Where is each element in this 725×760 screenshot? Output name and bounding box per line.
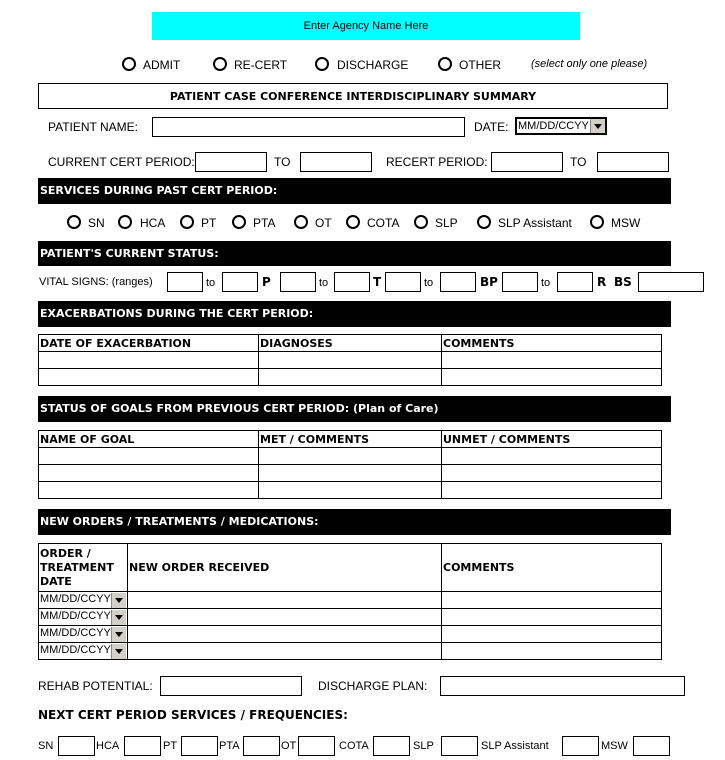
vital-bs-input[interactable]	[638, 272, 704, 292]
next-sn-label: SN	[38, 740, 54, 752]
radio-other-label: OTHER	[459, 58, 501, 72]
goals-table	[38, 430, 662, 499]
next-msw-label: MSW	[601, 740, 628, 752]
table-cell-input[interactable]	[442, 626, 662, 643]
vital-p-from-input[interactable]	[280, 272, 316, 292]
next-hca-label: HCA	[96, 740, 120, 752]
order-date-select[interactable]	[39, 610, 126, 625]
table-row	[39, 482, 662, 499]
recert-label: RECERT PERIOD:	[386, 155, 488, 169]
form-title-box	[38, 83, 668, 109]
vital-1-to-input[interactable]	[222, 272, 258, 292]
table-cell-input[interactable]	[259, 369, 442, 386]
radio-other[interactable]	[438, 57, 452, 71]
chevron-down-icon	[111, 593, 126, 608]
select-one-note: (select only one please)	[531, 58, 648, 70]
order-date-cell	[39, 643, 128, 660]
vital-t-from-input[interactable]	[385, 272, 421, 292]
order-date-cell	[39, 592, 128, 609]
vital-1-from-input[interactable]	[167, 272, 203, 292]
column-header: NAME OF GOAL	[39, 431, 259, 448]
next-cota-label: COTA	[339, 740, 369, 752]
radio-service-slp[interactable]	[414, 215, 428, 229]
table-row	[39, 448, 662, 465]
status-header: PATIENT'S CURRENT STATUS:	[38, 241, 671, 266]
table-row	[39, 609, 662, 626]
table-cell-input[interactable]	[442, 643, 662, 660]
table-row	[39, 465, 662, 482]
service-pt-label: PT	[201, 216, 217, 230]
radio-re-cert[interactable]	[213, 57, 227, 71]
radio-service-pta[interactable]	[232, 215, 246, 229]
order-date-select[interactable]	[39, 627, 126, 642]
table-header-row	[39, 431, 662, 448]
agency-name-field[interactable]	[152, 12, 580, 40]
table-cell-input[interactable]	[442, 448, 662, 465]
column-header: ORDER / TREATMENT DATE	[39, 544, 128, 592]
next-slp-label: SLP	[413, 740, 434, 752]
radio-discharge[interactable]	[315, 57, 329, 71]
table-row	[39, 592, 662, 609]
radio-service-slp-assistant[interactable]	[477, 215, 491, 229]
date-label: DATE:	[474, 120, 509, 134]
order-date-cell	[39, 626, 128, 643]
rehab-potential-input[interactable]	[160, 676, 302, 696]
table-cell-input[interactable]	[39, 465, 259, 482]
table-header-row	[39, 335, 662, 352]
next-pta-label: PTA	[219, 740, 240, 752]
next-pt-input[interactable]	[181, 736, 218, 756]
orders-table	[38, 543, 662, 660]
table-cell-input[interactable]	[442, 465, 662, 482]
table-cell-input[interactable]	[259, 482, 442, 499]
discharge-plan-input[interactable]	[440, 676, 685, 696]
table-cell-input[interactable]	[128, 643, 442, 660]
vital-signs-label: VITAL SIGNS: (ranges)	[39, 276, 153, 288]
vital-t-to-label: to	[424, 277, 434, 289]
column-header: UNMET / COMMENTS	[442, 431, 662, 448]
table-row	[39, 369, 662, 386]
next-hca-input[interactable]	[124, 736, 161, 756]
current-cert-label: CURRENT CERT PERIOD:	[48, 155, 195, 169]
next-slp-input[interactable]	[441, 736, 478, 756]
recert-to-input[interactable]	[597, 152, 669, 172]
service-cota-label: COTA	[367, 216, 400, 230]
vital-bp-label: BP	[480, 275, 498, 289]
radio-admit[interactable]	[122, 57, 136, 71]
vital-p-label: P	[262, 275, 271, 289]
chevron-down-icon	[111, 610, 126, 625]
goals-header: STATUS OF GOALS FROM PREVIOUS CERT PERIOD: (Plan of Care)	[38, 396, 671, 422]
next-slp-assistant-input[interactable]	[562, 736, 599, 756]
date-select[interactable]	[515, 117, 607, 135]
exacerbations-header: EXACERBATIONS DURING THE CERT PERIOD:	[38, 301, 671, 327]
table-cell-input[interactable]	[128, 626, 442, 643]
table-cell-input[interactable]	[442, 369, 662, 386]
vital-p-to-input[interactable]	[334, 272, 370, 292]
service-pta-label: PTA	[253, 216, 276, 230]
service-sn-label: SN	[88, 216, 105, 230]
next-ot-label: OT	[281, 740, 297, 752]
current-cert-to-input[interactable]	[300, 152, 372, 172]
table-cell-input[interactable]	[442, 609, 662, 626]
service-slp-assistant-label: SLP Assistant	[498, 216, 572, 230]
table-row	[39, 352, 662, 369]
column-header: MET / COMMENTS	[259, 431, 442, 448]
date-select-value: MM/DD/CCYY	[518, 120, 589, 132]
exacerbations-table	[38, 334, 662, 386]
agency-name-text: Enter Agency Name Here	[303, 20, 429, 32]
vital-bp-to-label: to	[541, 277, 551, 289]
current-cert-from-input[interactable]	[195, 152, 267, 172]
table-cell-input[interactable]	[259, 465, 442, 482]
radio-service-hca[interactable]	[118, 215, 132, 229]
next-pta-input[interactable]	[243, 736, 280, 756]
radio-service-pt[interactable]	[180, 215, 194, 229]
next-sn-input[interactable]	[58, 736, 95, 756]
services-header: SERVICES DURING PAST CERT PERIOD:	[38, 178, 671, 204]
vital-t-label: T	[373, 275, 382, 289]
next-slp-assistant-label: SLP Assistant	[481, 740, 549, 752]
service-slp-label: SLP	[435, 216, 458, 230]
table-cell-input[interactable]	[442, 482, 662, 499]
next-cert-header: NEXT CERT PERIOD SERVICES / FREQUENCIES:	[38, 708, 348, 722]
table-cell-input[interactable]	[259, 352, 442, 369]
order-date-cell	[39, 609, 128, 626]
radio-service-sn[interactable]	[67, 215, 81, 229]
orders-header: NEW ORDERS / TREATMENTS / MEDICATIONS:	[38, 509, 671, 535]
chevron-down-icon	[590, 119, 605, 133]
vital-bp-from-input[interactable]	[502, 272, 538, 292]
recert-from-input[interactable]	[491, 152, 563, 172]
vital-t-to-input[interactable]	[440, 272, 476, 292]
next-ot-input[interactable]	[298, 736, 335, 756]
next-pt-label: PT	[163, 740, 178, 752]
table-cell-input[interactable]	[442, 352, 662, 369]
vital-p-to-label: to	[319, 277, 329, 289]
current-cert-to-label: TO	[274, 155, 291, 169]
patient-name-label: PATIENT NAME:	[48, 120, 139, 134]
order-date-value: MM/DD/CCYY	[40, 626, 111, 639]
table-cell-input[interactable]	[128, 609, 442, 626]
recert-to-label: TO	[570, 155, 587, 169]
order-date-value: MM/DD/CCYY	[40, 592, 111, 605]
service-msw-label: MSW	[611, 216, 641, 230]
column-header: COMMENTS	[442, 544, 662, 592]
table-header-row	[39, 544, 662, 592]
column-header: DIAGNOSES	[259, 335, 442, 352]
order-date-select[interactable]	[39, 593, 126, 608]
radio-service-msw[interactable]	[590, 215, 604, 229]
order-date-select[interactable]	[39, 644, 126, 659]
radio-service-cota[interactable]	[346, 215, 360, 229]
chevron-down-icon	[111, 644, 126, 659]
radio-re-cert-label: RE-CERT	[234, 58, 288, 72]
discharge-plan-label: DISCHARGE PLAN:	[318, 679, 428, 693]
radio-service-ot[interactable]	[294, 215, 308, 229]
table-cell-input[interactable]	[39, 352, 259, 369]
vital-bp-to-input[interactable]	[557, 272, 593, 292]
column-header: COMMENTS	[442, 335, 662, 352]
vital-1-to-label: to	[206, 277, 216, 289]
table-cell-input[interactable]	[442, 592, 662, 609]
table-cell-input[interactable]	[259, 448, 442, 465]
table-cell-input[interactable]	[39, 448, 259, 465]
column-header: DATE OF EXACERBATION	[39, 335, 259, 352]
rehab-potential-label: REHAB POTENTIAL:	[38, 679, 153, 693]
chevron-down-icon	[111, 627, 126, 642]
patient-name-input[interactable]	[152, 117, 465, 137]
next-cota-input[interactable]	[373, 736, 410, 756]
radio-admit-label: ADMIT	[143, 58, 181, 72]
service-ot-label: OT	[315, 216, 332, 230]
table-cell-input[interactable]	[39, 482, 259, 499]
table-row	[39, 626, 662, 643]
order-date-value: MM/DD/CCYY	[40, 643, 111, 656]
form-title: PATIENT CASE CONFERENCE INTERDISCIPLINARY SUMMARY	[169, 89, 537, 103]
table-row	[39, 643, 662, 660]
table-cell-input[interactable]	[128, 592, 442, 609]
radio-discharge-label: DISCHARGE	[337, 58, 409, 72]
column-header: NEW ORDER RECEIVED	[128, 544, 442, 592]
next-msw-input[interactable]	[633, 736, 670, 756]
order-date-value: MM/DD/CCYY	[40, 609, 111, 622]
vital-r-label: R	[597, 275, 607, 289]
service-hca-label: HCA	[140, 216, 166, 230]
table-cell-input[interactable]	[39, 369, 259, 386]
vital-bs-label: BS	[614, 275, 632, 289]
